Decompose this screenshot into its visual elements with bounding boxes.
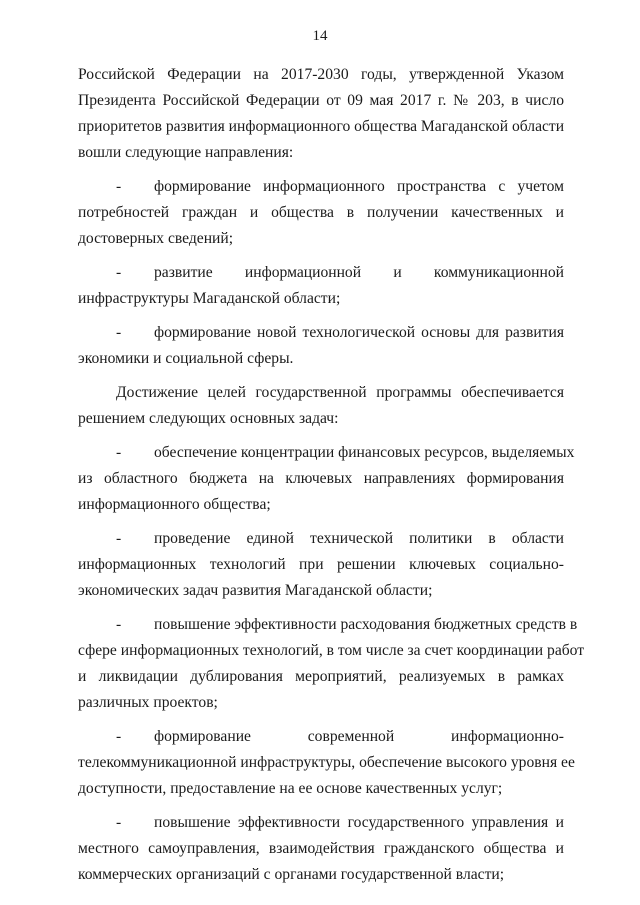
goals-paragraph [78,380,564,432]
list-item-text: формирование современной информационно- [154,728,564,745]
text-line: приоритетов развития информационного общества Магаданской области [78,118,565,135]
text-line: экономических задач развития Магаданской области; [78,582,433,599]
list-dash: - [116,264,122,281]
text-line: Достижение целей государственной программы обеспечивается [116,384,564,401]
text-line: достоверных сведений; [78,230,234,247]
intro-paragraph [78,62,564,166]
list-item-text: развитие информационной и коммуникационной [154,264,564,281]
direction-item [78,260,564,312]
text-line: и ликвидации дублирования мероприятий, реализуемых в рамках [78,668,564,685]
task-item [78,440,575,518]
direction-item [78,174,564,252]
text-line: информационного общества; [78,496,271,513]
list-item-text: формирование новой технологической основы для развития [154,324,564,341]
text-line: вошли следующие направления: [78,144,294,161]
text-line: телекоммуникационной инфраструктуры, обеспечение высокого уровня ее [78,754,575,771]
text-line: экономики и социальной сферы. [78,350,294,367]
list-dash: - [116,178,122,195]
list-item-text: повышение эффективности государственного управления и [154,814,564,831]
list-dash: - [116,814,122,831]
list-item-text: повышение эффективности расходования бюджетных средств в [154,616,578,633]
list-dash: - [116,530,122,547]
text-line: доступности, предоставление на ее основе качественных услуг; [78,780,503,797]
list-dash: - [116,728,122,745]
list-item-text: формирование информационного пространства с учетом [154,178,564,195]
list-item-text: обеспечение концентрации финансовых ресурсов, выделяемых [154,444,575,461]
text-line: инфраструктуры Магаданской области; [78,290,341,307]
list-item-text: проведение единой технической политики в области [154,530,564,547]
list-dash: - [116,324,122,341]
list-dash: - [116,616,122,633]
text-line: Президента Российской Федерации от 09 мая 2017 г. № 203, в число [78,92,564,109]
task-item [78,612,585,716]
task-item [78,724,575,802]
text-line: местного самоуправления, взаимодействия гражданского общества и [78,840,564,857]
page-number: 14 [312,28,328,44]
task-item [78,526,564,604]
text-line: различных проектов; [78,694,218,711]
list-dash: - [116,444,122,461]
text-line: информационных технологий при решении ключевых социально- [78,556,564,573]
text-line: коммерческих организаций с органами государственной власти; [78,866,505,883]
text-line: потребностей граждан и общества в получении качественных и [78,204,564,221]
text-line: решением следующих основных задач: [78,410,339,427]
task-item [78,810,564,888]
text-line: из областного бюджета на ключевых направлениях формирования [78,470,564,487]
direction-item [78,320,564,372]
text-line: Российской Федерации на 2017-2030 годы, утвержденной Указом [78,66,564,83]
document-body [78,62,585,888]
text-line: сфере информационных технологий, в том числе за счет координации работ [78,642,585,659]
